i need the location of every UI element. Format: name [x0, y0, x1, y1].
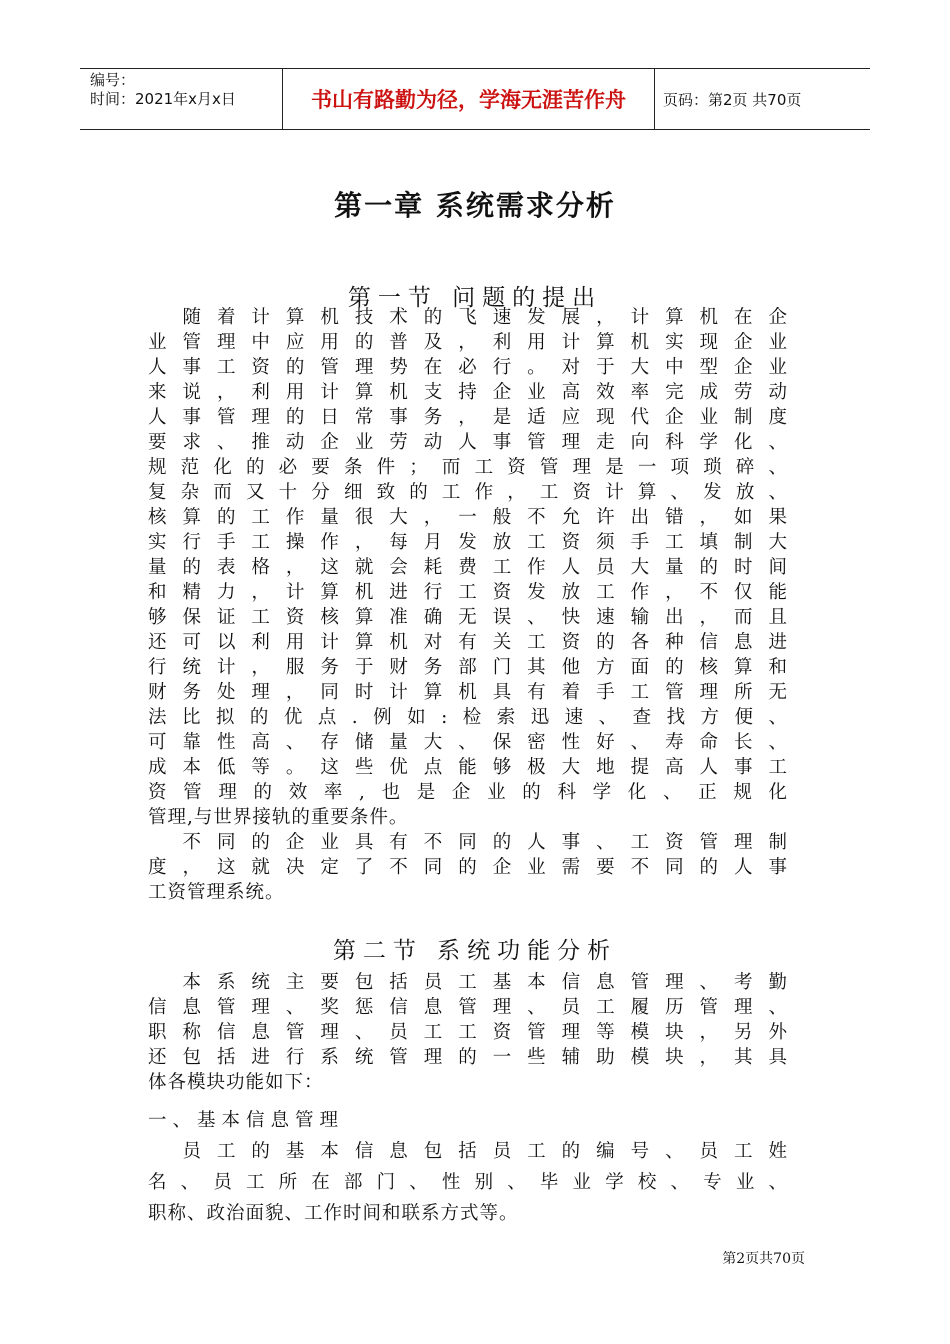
page-header: [80, 68, 870, 130]
text-line: 人事管理的日常事务，是适应现代企业制度: [148, 407, 788, 428]
text-line: 不同的企业具有不同的人事、工资管理制: [148, 832, 788, 853]
text-line: 还可以利用计算机对有关工资的各种信息进: [148, 632, 788, 653]
text-line: 职称信息管理、员工工资管理等模块，另外: [148, 1022, 788, 1043]
text-line: 工资管理系统。: [148, 882, 285, 903]
header-number: 编号：: [90, 71, 136, 89]
section1-body: [148, 305, 788, 905]
text-line: 和精力，计算机进行工资发放工作，不仅能: [148, 582, 788, 603]
subsection1-title: 一、基本信息管理: [148, 1110, 345, 1131]
chapter-title: 第一章 系统需求分析: [334, 189, 616, 222]
header-meta: [80, 69, 282, 129]
section2-body: [148, 970, 788, 1095]
text-line: 职称、政治面貌、工作时间和联系方式等。: [148, 1203, 519, 1224]
text-line: 人事工资的管理势在必行。对于大中型企业: [148, 357, 788, 378]
text-line: 信息管理、奖惩信息管理、员工履历管理、: [148, 997, 788, 1018]
page-footer: 第2页共70页: [722, 1251, 805, 1267]
subsection1-body: [148, 1105, 788, 1229]
text-line: 度，这就决定了不同的企业需要不同的人事: [148, 857, 788, 878]
text-line: 法比拟的优点.例如:检索迅速、查找方便、: [148, 707, 788, 728]
text-line: 实行手工操作，每月发放工资须手工填制大: [148, 532, 788, 553]
text-line: 规范化的必要条件；而工资管理是一项琐碎、: [148, 457, 788, 478]
text-line: 体各模块功能如下：: [148, 1072, 324, 1093]
text-line: 业管理中应用的普及，利用计算机实现企业: [148, 332, 788, 353]
header-motto: 书山有路勤为径，学海无涯苦作舟: [282, 69, 655, 129]
text-line: 量的表格，这就会耗费工作人员大量的时间: [148, 557, 788, 578]
text-line: 要求、推动企业劳动人事管理走向科学化、: [148, 432, 788, 453]
text-line: 资管理的效率,也是企业的科学化、正规化: [148, 782, 788, 803]
text-line: 行统计，服务于财务部门其他方面的核算和: [148, 657, 788, 678]
header-page-info: 页码：第2页 共70页: [663, 90, 802, 109]
header-date: 时间：2021年x月x日: [90, 90, 236, 108]
text-line: 还包括进行系统管理的一些辅助模块，其具: [148, 1047, 788, 1068]
text-line: 来说，利用计算机支持企业高效率完成劳动: [148, 382, 788, 403]
text-line: 本系统主要包括员工基本信息管理、考勤: [148, 972, 788, 993]
section1-title: 第一节 问题的提出: [347, 285, 603, 311]
text-line: 成本低等。这些优点能够极大地提高人事工: [148, 757, 788, 778]
text-line: 核算的工作量很大，一般不允许出错，如果: [148, 507, 788, 528]
text-line: 管理,与世界接轨的重要条件。: [148, 807, 409, 828]
text-line: 可靠性高、存储量大、保密性好、寿命长、: [148, 732, 788, 753]
text-line: 够保证工资核算准确无误、快速输出，而且: [148, 607, 788, 628]
section2-title: 第二节 系统功能分析: [332, 938, 618, 964]
text-line: 复杂而又十分细致的工作，工资计算、发放、: [148, 482, 788, 503]
text-line: 员工的基本信息包括员工的编号、员工姓: [148, 1141, 788, 1162]
text-line: 名、员工所在部门、性别、毕业学校、专业、: [148, 1172, 788, 1193]
text-line: 随着计算机技术的飞速发展，计算机在企: [148, 307, 788, 328]
text-line: 财务处理，同时计算机具有着手工管理所无: [148, 682, 788, 703]
